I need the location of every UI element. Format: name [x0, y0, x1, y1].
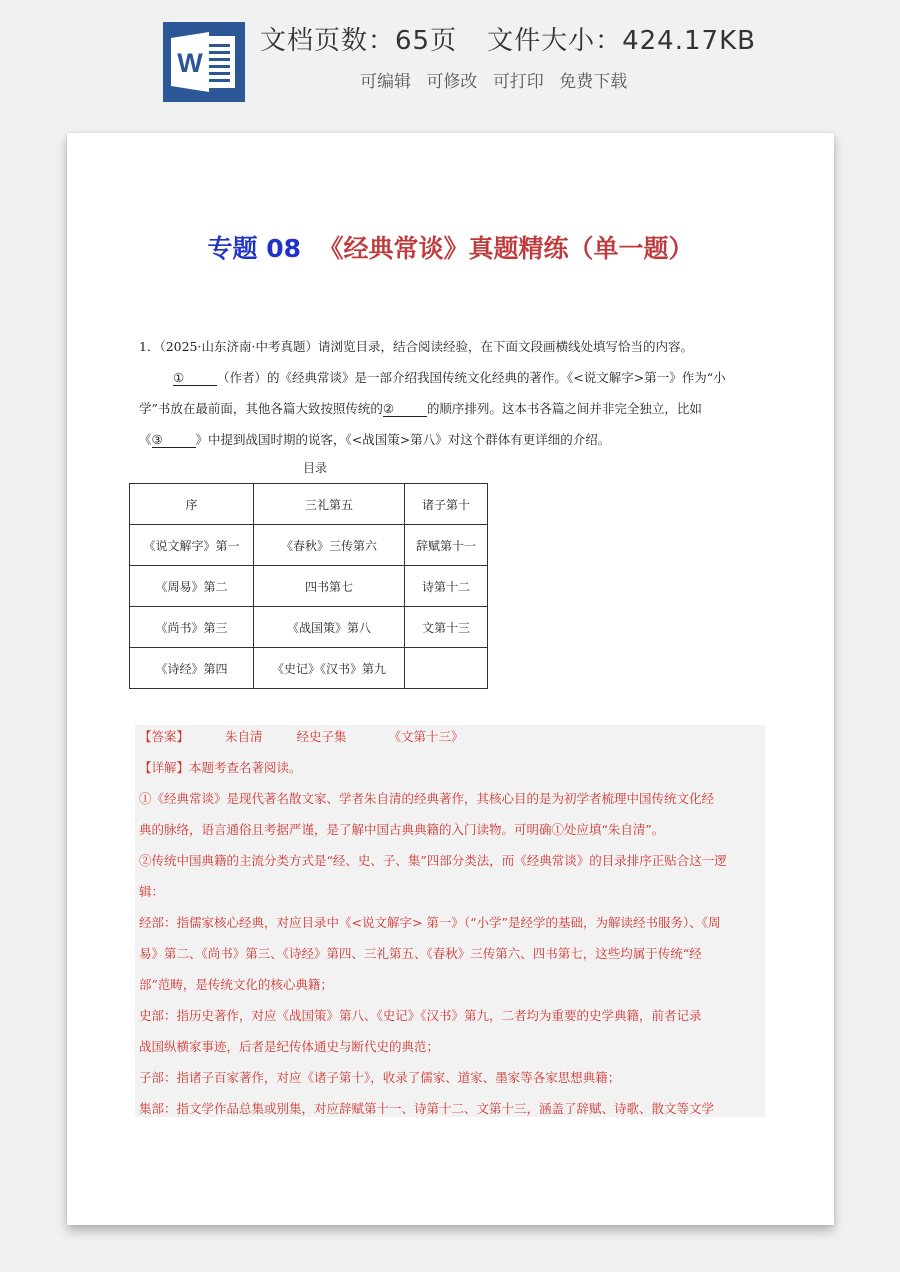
table-cell: 《史记》《汉书》第九 [254, 648, 405, 689]
word-doc-icon [163, 22, 245, 102]
feature-editable: 可编辑 [360, 72, 411, 92]
table-cell: 《周易》第二 [130, 566, 254, 607]
table-cell: 《说文解字》第一 [130, 525, 254, 566]
answer-2: 经史子集 [296, 729, 347, 744]
answer-1: 朱自清 [225, 729, 263, 744]
title-topic-name: 《经典常谈》真题精练（单一题） [318, 234, 694, 263]
toc-table [129, 483, 488, 689]
question-stem: 1．（2025·山东济南·中考真题）请浏览目录，结合阅读经验，在下面文段画横线处填写恰当的内容。 [139, 339, 693, 354]
answer-line [139, 727, 464, 745]
blank-3: ③ [152, 432, 196, 448]
table-cell: 辞赋第十一 [405, 525, 488, 566]
table-cell: 《诗经》第四 [130, 648, 254, 689]
answer-label: 【答案】 [139, 729, 190, 744]
svg-text:W: W [177, 48, 203, 78]
feature-printable: 可打印 [492, 72, 544, 92]
detail-line: 典的脉络，语言通俗且考据严谨，是了解中国古典典籍的入门读物。可明确①处应填“朱自清”。 [139, 822, 665, 837]
question-text: 的顺序排列。这本书各篇之间并非完全独立，比如 [426, 401, 702, 416]
table-cell: 诗第十二 [405, 566, 488, 607]
document-title [67, 229, 834, 265]
table-cell: 序 [130, 484, 254, 525]
question-text: 《 [139, 432, 152, 447]
page-count: 文档页数：65页 [260, 26, 458, 56]
table-cell: 四书第七 [254, 566, 405, 607]
table-cell: 《战国策》第八 [254, 607, 405, 648]
blank-1: ① [173, 370, 217, 386]
table-row [130, 566, 488, 607]
table-cell: 三礼第五 [254, 484, 405, 525]
question-line-2 [139, 399, 702, 417]
detail-line: 子部：指诸子百家著作，对应《诸子第十》，收录了儒家、道家、墨家等各家思想典籍； [139, 1070, 621, 1085]
document-info-banner [0, 0, 900, 120]
document-page [67, 133, 834, 1225]
detail-line: 史部：指历史著作，对应《战国策》第八、《史记》《汉书》第九，二者均为重要的史学典籍，前者记录 [139, 1008, 702, 1023]
question-text: （作者）的《经典常谈》是一部介绍我国传统文化经典的著作。《<说文解字>第一》作为“小 [217, 370, 726, 385]
table-cell: 《春秋》三传第六 [254, 525, 405, 566]
file-size: 文件大小：424.17KB [487, 26, 756, 56]
question-text: 学”书放在最前面，其他各篇大致按照传统的 [139, 401, 383, 416]
table-row [130, 525, 488, 566]
detail-line: 经部：指儒家核心经典，对应目录中《<说文解字> 第一》（“小学”是经学的基础，为解读经书服务）、《周 [139, 915, 721, 930]
answer-3: 《文第十三》 [388, 729, 464, 744]
detail-line: 易》第二、《尚书》第三、《诗经》第四、三礼第五、《春秋》三传第六、四书第七，这些均属于传统“经 [139, 946, 702, 961]
title-topic-number: 专题 08 [207, 234, 302, 263]
blank-2: ② [383, 401, 427, 417]
detail-label: 【详解】 [139, 760, 190, 775]
table-cell: 《尚书》第三 [130, 607, 254, 648]
detail-intro: 本题考查名著阅读。 [189, 760, 302, 775]
detail-line: 集部：指文学作品总集或别集，对应辞赋第十一、诗第十二、文第十三，涵盖了辞赋、诗歌、散文等文学 [139, 1101, 715, 1116]
feature-list [360, 67, 637, 92]
detail-line: ②传统中国典籍的主流分类方式是“经、史、子、集”四部分类法，而《经典常谈》的目录排序正贴合这一逻 [139, 853, 727, 868]
table-cell: 诸子第十 [405, 484, 488, 525]
feature-modifiable: 可修改 [426, 72, 478, 92]
banner-title [260, 20, 756, 57]
detail-line: ①《经典常谈》是现代著名散文家、学者朱自清的经典著作，其核心目的是为初学者梳理中国传统文化经 [139, 791, 715, 806]
table-cell: 文第十三 [405, 607, 488, 648]
table-row [130, 607, 488, 648]
detail-heading [139, 758, 302, 776]
toc-caption: 目录 [303, 461, 328, 475]
feature-free-download: 免费下载 [559, 72, 628, 92]
question-line-3 [139, 430, 610, 448]
table-row [130, 484, 488, 525]
table-cell [405, 648, 488, 689]
detail-line: 战国纵横家事迹，后者是纪传体通史与断代史的典范； [139, 1039, 440, 1054]
table-row [130, 648, 488, 689]
question-line-1 [173, 368, 726, 386]
question-text: 》中提到战国时期的说客，《<战国策>第八》对这个群体有更详细的介绍。 [195, 432, 611, 447]
detail-line: 辑： [139, 884, 165, 899]
detail-line: 部”范畴，是传统文化的核心典籍； [139, 977, 333, 992]
